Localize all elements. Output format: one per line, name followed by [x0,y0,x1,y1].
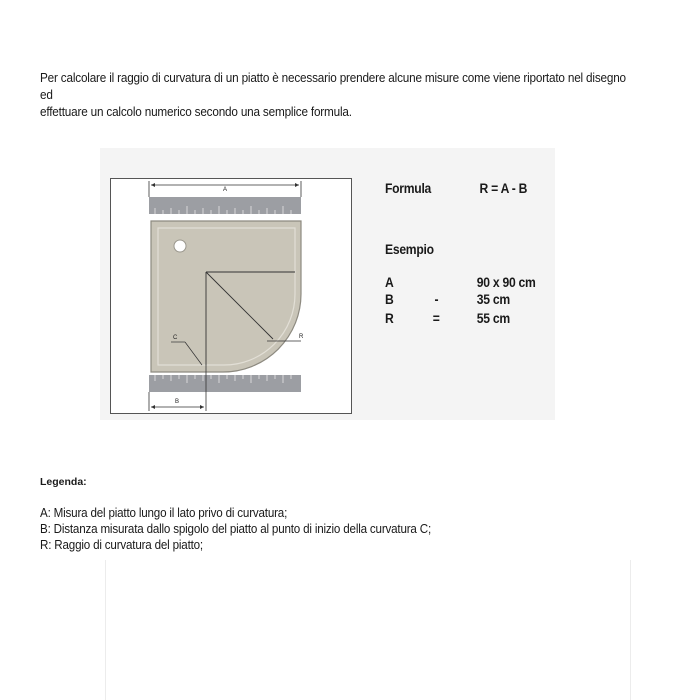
example-value-a: 90 x 90 cm [476,275,536,290]
example-key-b: B [385,292,394,307]
example-key-r: R [385,311,394,326]
intro-line-2: effettuare un calcolo numerico secondo una semplice formula. [40,105,352,119]
legend-item-a: A: Misura del piatto lungo il lato privo di curvatura; [40,506,288,520]
diagram-svg [111,179,351,413]
legend-list [40,505,598,553]
top-ruler [149,197,301,214]
shower-tray [151,221,301,372]
example-key-a: A [385,275,394,290]
legend-title: Legenda: [40,476,87,488]
legend-item-r: R: Raggio di curvatura del piatto; [40,538,203,552]
label-r: R [299,334,304,340]
legend-item-b: B: Distanza misurata dallo spigolo del piatto al punto di inizio della curvatura C; [40,522,432,536]
example-op-r: = [432,311,440,326]
intro-text [40,70,632,121]
drain-icon [174,240,186,252]
example-value-r: 55 cm [476,311,510,326]
shower-tray-diagram [110,178,352,414]
bottom-ruler [149,375,301,392]
label-a: A [222,187,228,193]
label-b: B [174,399,180,405]
example-title: Esempio [385,242,434,257]
label-c: C [173,335,178,341]
divider-left [105,560,106,700]
example-op-b: - [434,292,439,307]
intro-line-1: Per calcolare il raggio di curvatura di un piatto è necessario prendere alcune misure come viene riportato nel disegno ed [40,71,626,102]
divider-right [630,560,631,700]
formula-expression: R = A - B [479,181,528,196]
example-value-b: 35 cm [476,292,510,307]
formula-label: Formula [385,181,432,196]
